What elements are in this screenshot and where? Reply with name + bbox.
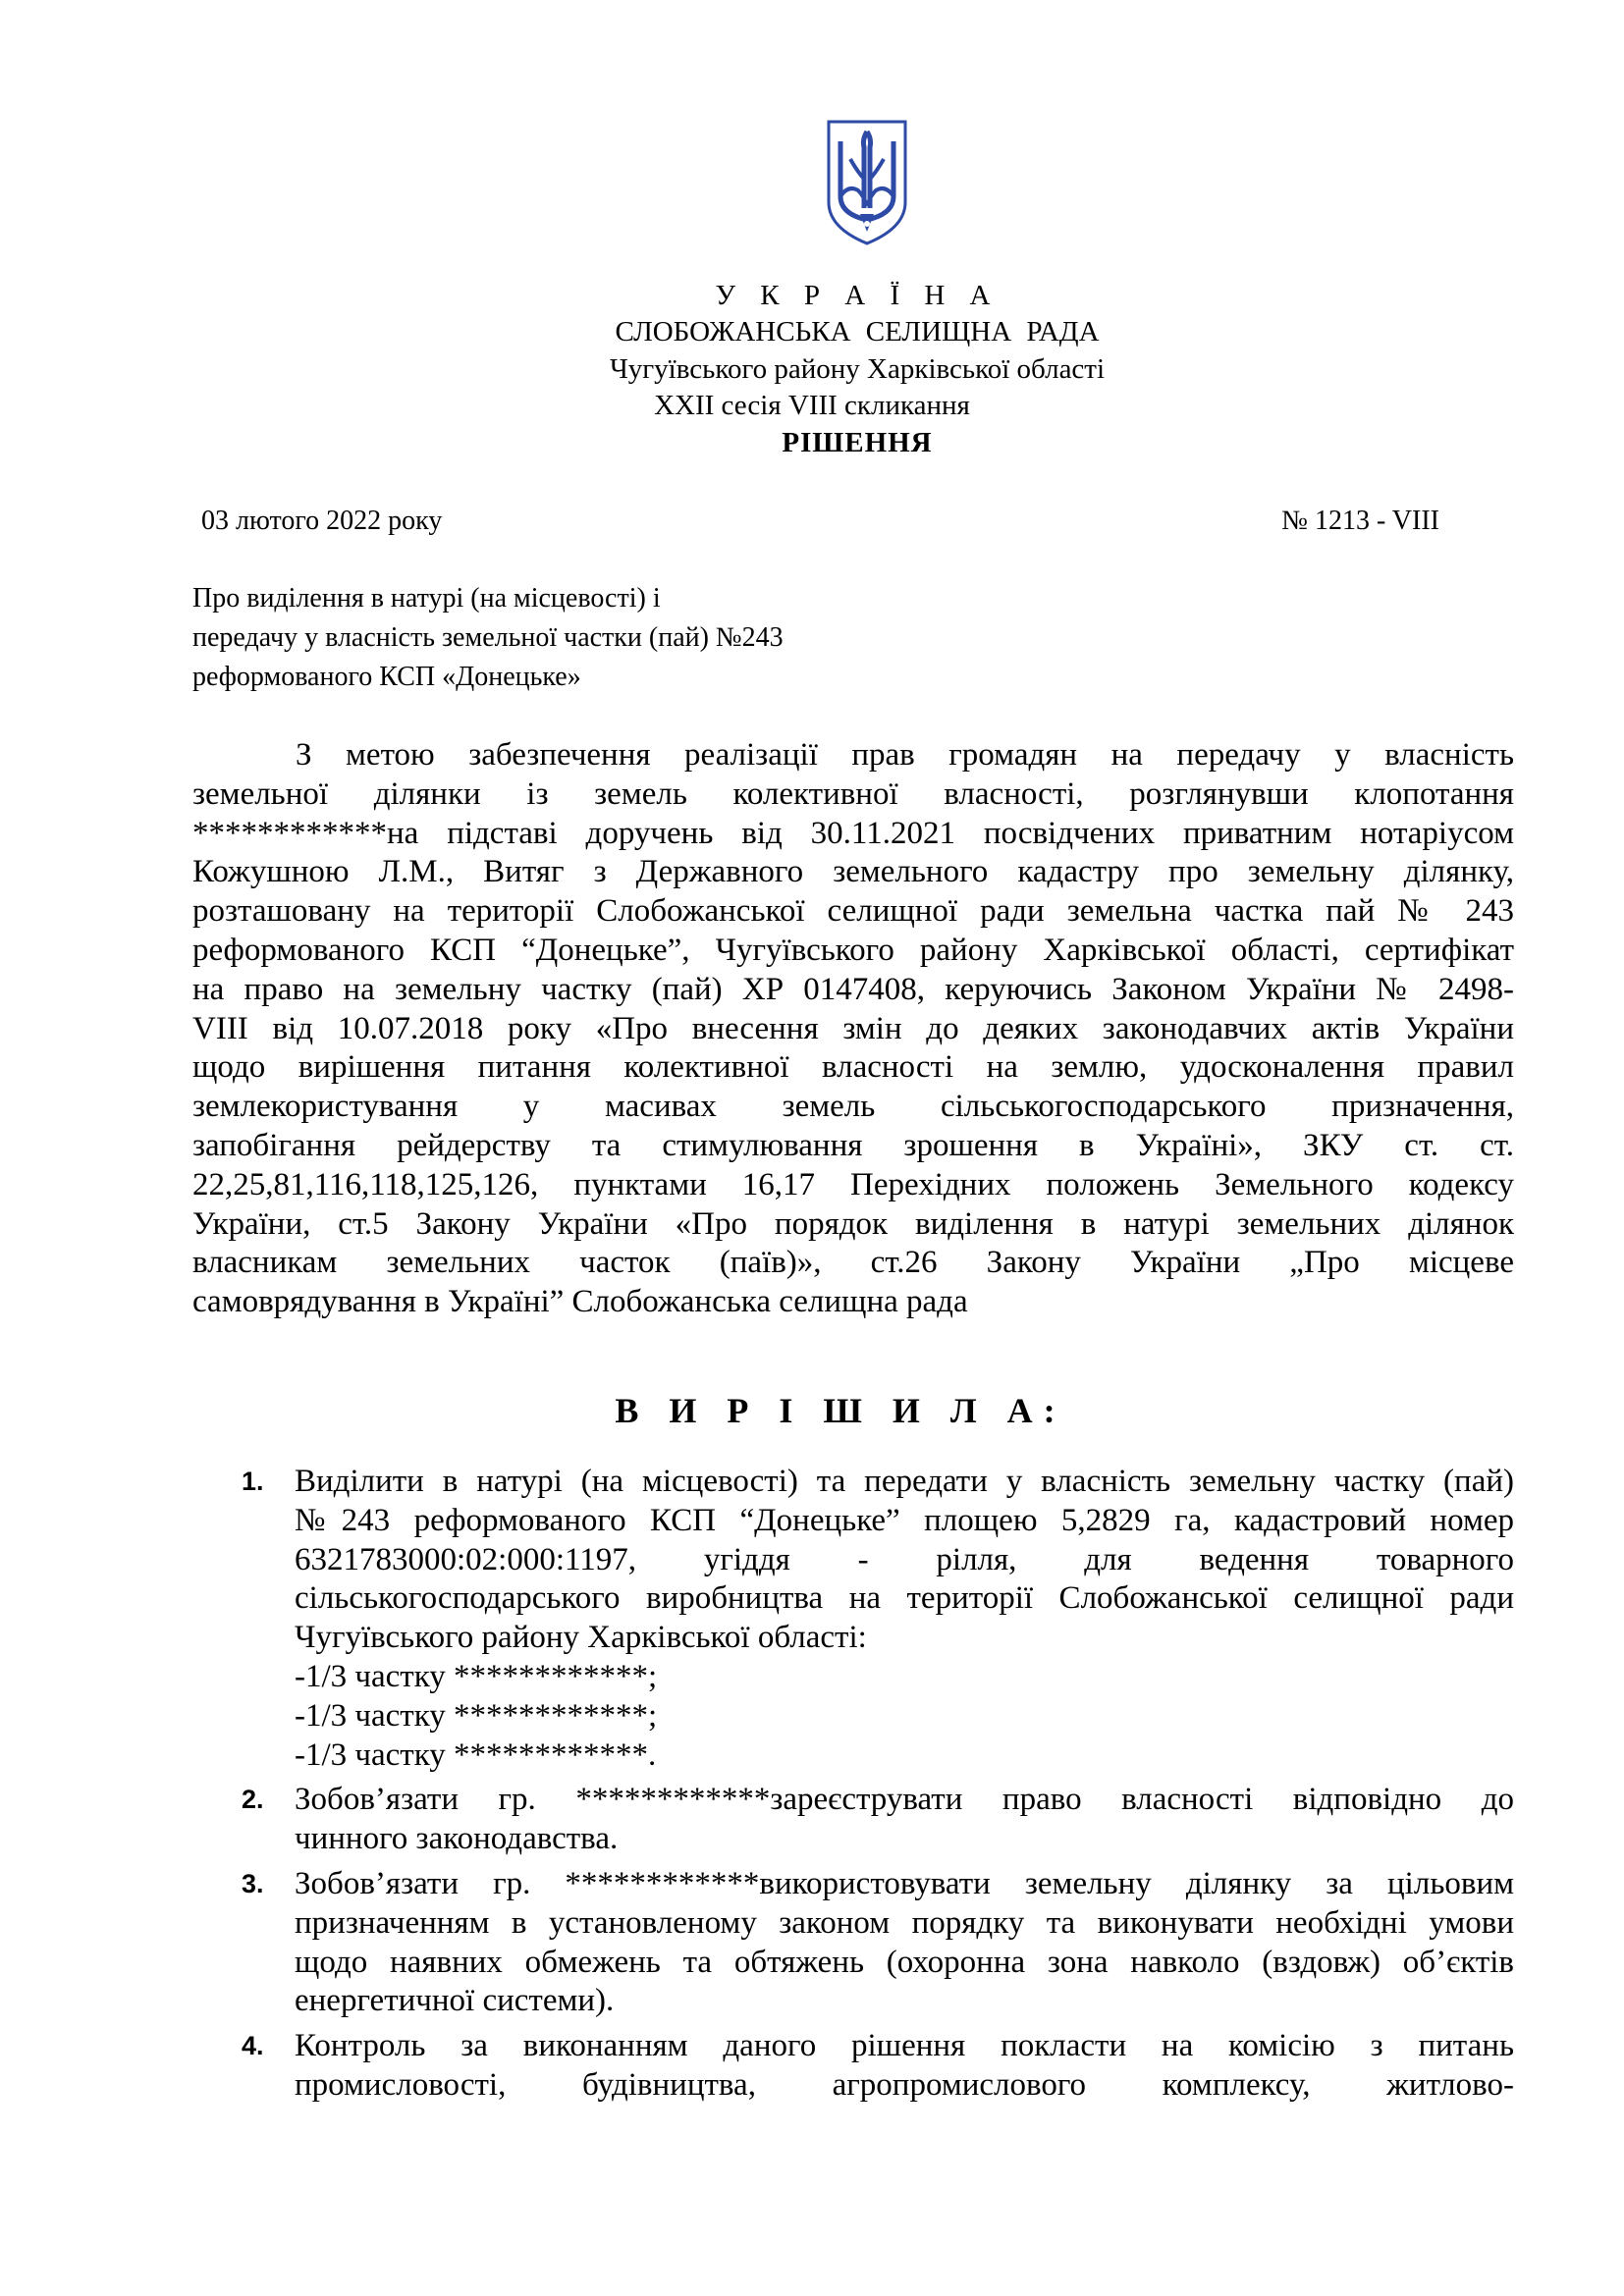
list-item (192, 1865, 1514, 2021)
item-line: Контроль за виконанням даного рішення покласти на комісію з питань (295, 2028, 1514, 2064)
share-line: -1/3 частку ************; (295, 1658, 658, 1694)
item-line: щодо наявних обмежень та обтяжень (охоронна зона навколо (вздовж) об’єктів (295, 1944, 1514, 1980)
preamble-line: землекористування у масивах земель сільськогосподарського призначення, (192, 1089, 1514, 1125)
preamble-line: З метою забезпечення реалізації прав громадян на передачу у власність (296, 737, 1514, 773)
item-line: 6321783000:02:000:1197, угіддя - рілля, для ведення товарного (295, 1541, 1514, 1577)
preamble-line: земельної ділянки із земель колективної власності, розглянувши клопотання (192, 775, 1514, 812)
header-district: Чугуївського району Харківської області (609, 353, 1106, 385)
preamble-line: на право на земельну частку (пай) ХР 0147408, керуючись Законом України № 2498- (192, 971, 1514, 1007)
list-item (192, 1781, 1514, 1859)
item-line: №243 реформованого КСП “Донецьке” площею 5,2829 га, кадастровий номер (295, 1502, 1514, 1538)
header-country: У К Р А Ї Н А (715, 280, 1000, 311)
list-item (192, 2027, 1514, 2106)
header-session: XXII сесія VIII скликання (654, 390, 970, 421)
preamble-line: розташовану на території Слобожанської селищної ради земельна частка пай № 243 (192, 893, 1514, 930)
item-line: Виділити в натурі (на місцевості) та передати у власність земельну частку (пай) (295, 1464, 1514, 1499)
preamble (192, 736, 1514, 1322)
coat-of-arms-icon (825, 118, 909, 247)
subject-line: реформованого КСП «Донецьке» (192, 662, 581, 692)
item-line: Зобов’язати гр. ************зареєструвати право власності відповідно до (295, 1782, 1514, 1818)
item-number: 1. (242, 1467, 264, 1496)
item-line: промисловості, будівництва, агропромислового комплексу, житлово- (295, 2066, 1514, 2103)
item-line: сільськогосподарського виробництва на території Слобожанської селищної ради (295, 1580, 1514, 1617)
header-council: СЛОБОЖАНСЬКА СЕЛИЩНА РАДА (615, 316, 1100, 347)
item-number: 4. (242, 2031, 264, 2061)
preamble-line: VIII від 10.07.2018 року «Про внесення змін до деяких законодавчих актів України (192, 1010, 1514, 1046)
header-doc-type: РІШЕННЯ (782, 427, 933, 458)
preamble-line: власникам земельних часток (паїв)», ст.26 Закону України „Про місцеве (192, 1245, 1514, 1281)
decision-subject (192, 579, 784, 697)
subject-line: Про виділення в натурі (на місцевості) і (192, 583, 661, 614)
preamble-line: реформованого КСП “Донецьке”, Чугуївського району Харківської області, сертифікат (192, 932, 1514, 968)
item-line: Чугуївського району Харківської області: (295, 1620, 867, 1656)
share-line: -1/3 частку ************. (295, 1736, 657, 1773)
share-line: -1/3 частку ************; (295, 1697, 658, 1734)
item-number: 2. (242, 1785, 264, 1815)
item-line: енергетичної системи). (295, 1983, 615, 2019)
decision-items (192, 1463, 1514, 2106)
subject-line: передачу у власність земельної частки (пай) №243 (192, 622, 784, 653)
item-number: 3. (242, 1868, 264, 1898)
decision-number: № 1213 - VIII (1281, 506, 1439, 536)
preamble-line: самоврядування в Україні” Слобожанська селищна рада (192, 1284, 968, 1320)
preamble-line: Кожушною Л.М., Витяг з Державного земельного кадастру про земельну ділянку, (192, 854, 1514, 890)
preamble-line: ************на підставі доручень від 30.11.2021 посвідчених приватним нотаріусом (192, 815, 1514, 851)
item-line: призначенням в установленому законом порядку та виконувати необхідні умови (295, 1904, 1514, 1941)
item-line: Зобов’язати гр. ************використовувати земельну ділянку за цільовим (295, 1865, 1514, 1901)
list-item (192, 1463, 1514, 1775)
resolved-heading: В И Р І Ш И Л А: (615, 1391, 1066, 1430)
preamble-line: 22,25,81,116,118,125,126, пунктами 16,17 Перехідних положень Земельного кодексу (192, 1166, 1514, 1202)
decision-date: 03 лютого 2022 року (201, 506, 443, 536)
preamble-line: щодо вирішення питання колективної власності на землю, удосконалення правил (192, 1049, 1514, 1086)
item-line: чинного законодавства. (295, 1821, 619, 1857)
preamble-line: запобігання рейдерству та стимулювання зрошення в Україні», ЗКУ ст. ст. (192, 1127, 1514, 1163)
preamble-line: України, ст.5 Закону України «Про порядок виділення в натурі земельних ділянок (192, 1205, 1514, 1242)
